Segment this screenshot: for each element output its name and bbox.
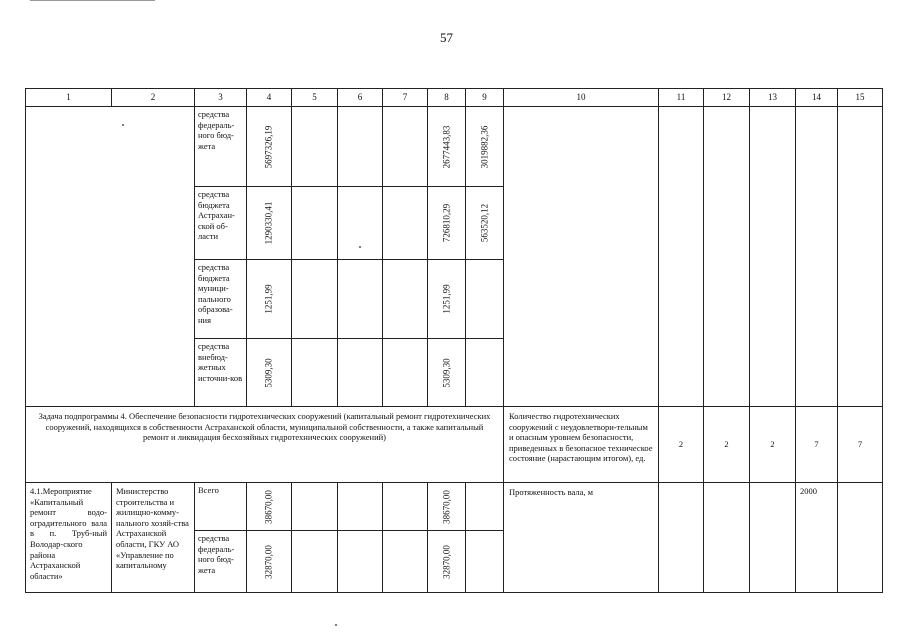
scan-speck bbox=[122, 124, 124, 126]
funding-source: средства федераль-ного бюд-жета bbox=[195, 531, 247, 593]
funding-source: средства внебюд-жетных источни-ков bbox=[195, 339, 247, 407]
top-edge-line bbox=[30, 0, 155, 1]
value-col8 bbox=[428, 531, 466, 593]
col-number: 15 bbox=[838, 89, 883, 107]
col-number: 2 bbox=[112, 89, 195, 107]
col-number: 14 bbox=[796, 89, 838, 107]
program-table bbox=[25, 88, 883, 593]
empty-merged-cell bbox=[26, 107, 195, 407]
measure-target-value: 2000 bbox=[796, 483, 838, 593]
col-number: 7 bbox=[383, 89, 428, 107]
value-col9 bbox=[466, 107, 504, 187]
value-text: 5309,30 bbox=[441, 357, 452, 388]
value-col4 bbox=[247, 260, 292, 339]
value-text: 5309,30 bbox=[263, 357, 274, 388]
task-row bbox=[26, 407, 883, 483]
value-col4 bbox=[247, 531, 292, 593]
col-number: 12 bbox=[704, 89, 750, 107]
value-col8 bbox=[428, 339, 466, 407]
funding-source: средства бюджета муници-пального образова-ния bbox=[195, 260, 247, 339]
funding-row bbox=[26, 107, 883, 187]
col-number: 9 bbox=[466, 89, 504, 107]
value-col9 bbox=[466, 187, 504, 260]
measure-row bbox=[26, 483, 883, 531]
value-text: 5697326,19 bbox=[263, 125, 274, 168]
measure-indicator: Протяженность вала, м bbox=[504, 483, 659, 593]
indicator-value: 2 bbox=[704, 407, 750, 483]
value-text: 2677443,83 bbox=[441, 125, 452, 168]
col-number: 8 bbox=[428, 89, 466, 107]
value-text: 1290330,41 bbox=[263, 201, 274, 245]
col-number: 5 bbox=[292, 89, 338, 107]
funding-source: Всего bbox=[195, 483, 247, 531]
funding-source: средства федераль-ного бюд-жета bbox=[195, 107, 247, 187]
value-col8 bbox=[428, 187, 466, 260]
col-number: 3 bbox=[195, 89, 247, 107]
page-number: 57 bbox=[440, 30, 453, 45]
col-number: 1 bbox=[26, 89, 112, 107]
value-text: 38670,00 bbox=[263, 489, 274, 524]
empty-merged-cell bbox=[504, 107, 659, 407]
value-col4 bbox=[247, 483, 292, 531]
value-col8 bbox=[428, 107, 466, 187]
col-number: 10 bbox=[504, 89, 659, 107]
task-description: Задача подпрограммы 4. Обеспечение безопасности гидротехнических сооружений (капитальный ремонт гидротехнических сооружений, находящихся в собственности Астраханской области, муниципальной собственности, а также капитальный ремонт и ликвидация бесхозяйных гидротехнических сооружений) bbox=[26, 407, 504, 483]
value-col9 bbox=[466, 339, 504, 407]
col-number: 6 bbox=[338, 89, 383, 107]
value-text: 1251,99 bbox=[263, 284, 274, 314]
value-text: 32870,00 bbox=[263, 544, 274, 579]
value-col8 bbox=[428, 260, 466, 339]
indicator-value: 7 bbox=[796, 407, 838, 483]
col-number: 4 bbox=[247, 89, 292, 107]
value-col9 bbox=[466, 260, 504, 339]
value-col8 bbox=[428, 483, 466, 531]
indicator-value: 7 bbox=[838, 407, 883, 483]
funding-source: средства бюджета Астрахан-ской об-ласти bbox=[195, 187, 247, 260]
col-number: 11 bbox=[659, 89, 704, 107]
value-text: 3019882,36 bbox=[479, 125, 490, 168]
column-number-row bbox=[26, 89, 883, 107]
measure-executor: Министерство строительства и жилищно-комму-нального хозяй-ства Астраханской области, ГКУ АО «Управление по капитальному bbox=[112, 483, 195, 593]
value-text: 32870,00 bbox=[441, 544, 452, 579]
task-indicator: Количество гидротехнических сооружений с неудовлетвори-тельным и опасным уровнем безопасности, приведенных в безопасное техническое состояние (нарастающим итогом), ед. bbox=[504, 407, 659, 483]
scan-speck bbox=[359, 246, 361, 248]
indicator-value: 2 bbox=[750, 407, 796, 483]
value-col4 bbox=[247, 187, 292, 260]
value-col4 bbox=[247, 339, 292, 407]
value-col4 bbox=[247, 107, 292, 187]
scan-speck bbox=[335, 624, 337, 626]
value-text: 563520,12 bbox=[479, 203, 490, 243]
measure-name: 4.1.Мероприятие «Капитальный ремонт водо-оградительного вала в п. Труб-ный Володар-ского района Астраханской области» bbox=[26, 483, 112, 593]
value-text: 38670,00 bbox=[441, 489, 452, 524]
col-number: 13 bbox=[750, 89, 796, 107]
value-text: 1251,99 bbox=[441, 284, 452, 314]
value-text: 726810,29 bbox=[441, 203, 452, 243]
indicator-value: 2 bbox=[659, 407, 704, 483]
